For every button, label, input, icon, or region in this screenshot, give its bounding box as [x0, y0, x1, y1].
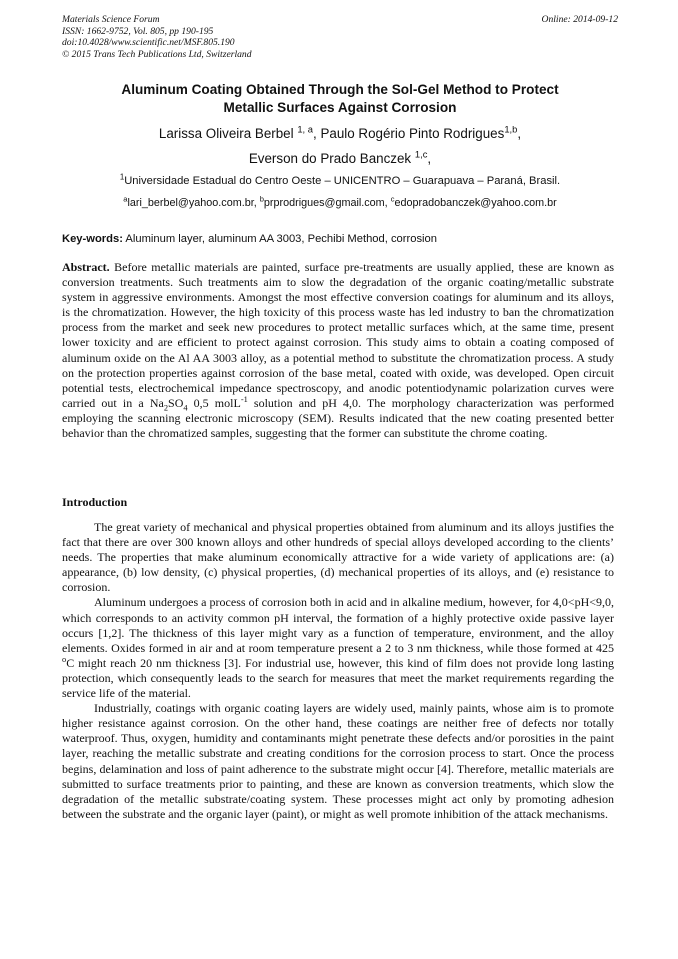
introduction-heading: Introduction — [62, 495, 128, 509]
abstract-sup-minus1: -1 — [240, 394, 248, 404]
title-line-1: Aluminum Coating Obtained Through the Sol-Gel Method to Protect — [121, 82, 559, 97]
journal-header — [62, 14, 618, 60]
keywords-text: Aluminum layer, aluminum AA 3003, Pechibi Method, corrosion — [125, 233, 437, 245]
author-2-sup: 1,b — [504, 124, 518, 135]
intro-paragraph-3: Industrially, coatings with organic coating layers are widely used, mainly paints, whose aim is to promote higher resistance against corrosion. On the other hand, these coatings are neither free of defects nor totally waterproof. Thus, oxygen, humidity and contaminants might penetrate these defects and/or porosities in the paint layer, reaching the metallic substrate and creating conditions for the corrosion process to start. Once the process begins, delamination and loss of paint adherence to the substrate might occur [4]. Therefore, metallic materials are submitted to surface treatments prior to painting, and these are known as conversion treatments, which slow the degradation of the metallic substrate/coating system. These processes might act only by promoting adhesion between the substrate and the organic layer (paint), or might as well promote inhibition of the attack mechanisms. — [62, 701, 614, 821]
email-list — [62, 196, 618, 210]
keywords-label: Key-words: — [62, 233, 123, 245]
email-c[interactable]: edopradobanczek@yahoo.com.br — [394, 197, 557, 209]
author-1: Larissa Oliveira Berbel — [158, 126, 294, 141]
abstract-so: SO — [168, 395, 184, 410]
abstract-sub-2: 2 — [163, 403, 169, 413]
title-line-2: Metallic Surfaces Against Corrosion — [223, 100, 457, 115]
degree-sup: o — [62, 654, 67, 664]
intro-p2-a: Aluminum undergoes a process of corrosion both in acid and in alkaline medium, however, for 4,0<pH<9,0, which corresponds to an activity common pH interval, the formation of a highly protective oxide passive layer occurs [1,2]. The thickness of this layer might vary as a function of temperature, environment, and the alloy elements. Oxides formed in air and at room temperature present a 2 to 3 nm thickness, while those formed at 425 — [62, 595, 614, 655]
doi-line: doi:10.4028/www.scientific.net/MSF.805.190 — [62, 37, 235, 49]
affiliation-sup: 1 — [119, 172, 125, 182]
author-3-sup: 1,c — [414, 149, 428, 160]
email-c-sup: c — [390, 194, 395, 204]
issn-line: ISSN: 1662-9752, Vol. 805, pp 190-195 — [62, 25, 214, 37]
abstract-text-3: solution and pH 4,0. The morphology characterization was performed employing the scanning electronic microscopy (SEM). Results indicated that the new coating presented better behavior than the chromatized samples, suggesting that the former can substitute the chrome coating. — [62, 395, 615, 441]
author-3: Everson do Prado Banczek — [248, 151, 412, 166]
paper-title — [62, 81, 618, 117]
online-date: Online: 2014-09-12 — [541, 14, 618, 25]
affiliation — [62, 174, 618, 188]
journal-name: Materials Science Forum — [62, 14, 160, 25]
intro-p2-b: C might reach 20 nm thickness [3]. For industrial use, however, this kind of film does not provide long lasting protection, which consequently leads to the search for measures that meet the market requirements regarding the service life of the material. — [62, 655, 614, 701]
author-1-sup: 1, a — [297, 124, 313, 135]
email-a-sup: a — [123, 194, 128, 204]
abstract-text-2: 0,5 molL — [187, 395, 241, 410]
abstract — [62, 260, 614, 441]
introduction-body — [62, 520, 614, 822]
author-list: Larissa Oliveira Berbel $^{1, a}$, Paulo Rogério Pinto Rodrigues$^{1,b}$, Everson do Prado Banczek $^{1,c}$, — [158, 124, 522, 166]
email-b-sup: b — [259, 194, 264, 204]
abstract-label: Abstract. — [62, 260, 110, 274]
intro-paragraph-2 — [62, 595, 614, 701]
affiliation-text: Universidade Estadual do Centro Oeste – UNICENTRO – Guarapuava – Paraná, Brasil. — [124, 175, 561, 187]
email-a[interactable]: lari_berbel@yahoo.com.br, — [127, 197, 257, 209]
copyright-line: © 2015 Trans Tech Publications Ltd, Switzerland — [62, 48, 252, 60]
abstract-text-1: Before metallic materials are painted, surface pre-treatments are usually applied, these are known as conversion treatments. Such treatments aim to slow the degradation of the organic coating/metallic substrate system in aggressive environments. Amongst the most effective conversion coatings for aluminum and its alloys, is the chromatization. However, the high toxicity of this process waste has led industry to ban the chromatization process from the market and seek new procedures to protect metallic surfaces which, at the same time, present lower toxicity and are efficient to protect against corrosion. This study aims to obtain a coating composed of aluminum oxide on the Al AA 3003 alloy, as a potential method to substitute the chromatization process. A study on the protection properties against corrosion of the base metal, coated with oxide, was developed. Open circuit potential tests, electrochemical impedance spectroscopy, and anodic potentiodynamic polarization curves were carried out in a Na — [62, 260, 614, 410]
keywords — [62, 232, 618, 246]
author-2: Paulo Rogério Pinto Rodrigues — [320, 126, 505, 141]
abstract-sub-4: 4 — [183, 403, 188, 413]
intro-paragraph-1: The great variety of mechanical and physical properties obtained from aluminum and its alloys justifies the fact that there are over 300 known alloys and other hundreds of special alloys developed according to the clients’ needs. The properties that make aluminum economically attractive for a wide variety of applications are: (a) appearance, (b) low density, (c) physical properties, (d) mechanical properties of its alloys, and (e) resistance to corrosion. — [62, 520, 614, 595]
email-b[interactable]: prprodrigues@gmail.com, — [263, 197, 388, 209]
